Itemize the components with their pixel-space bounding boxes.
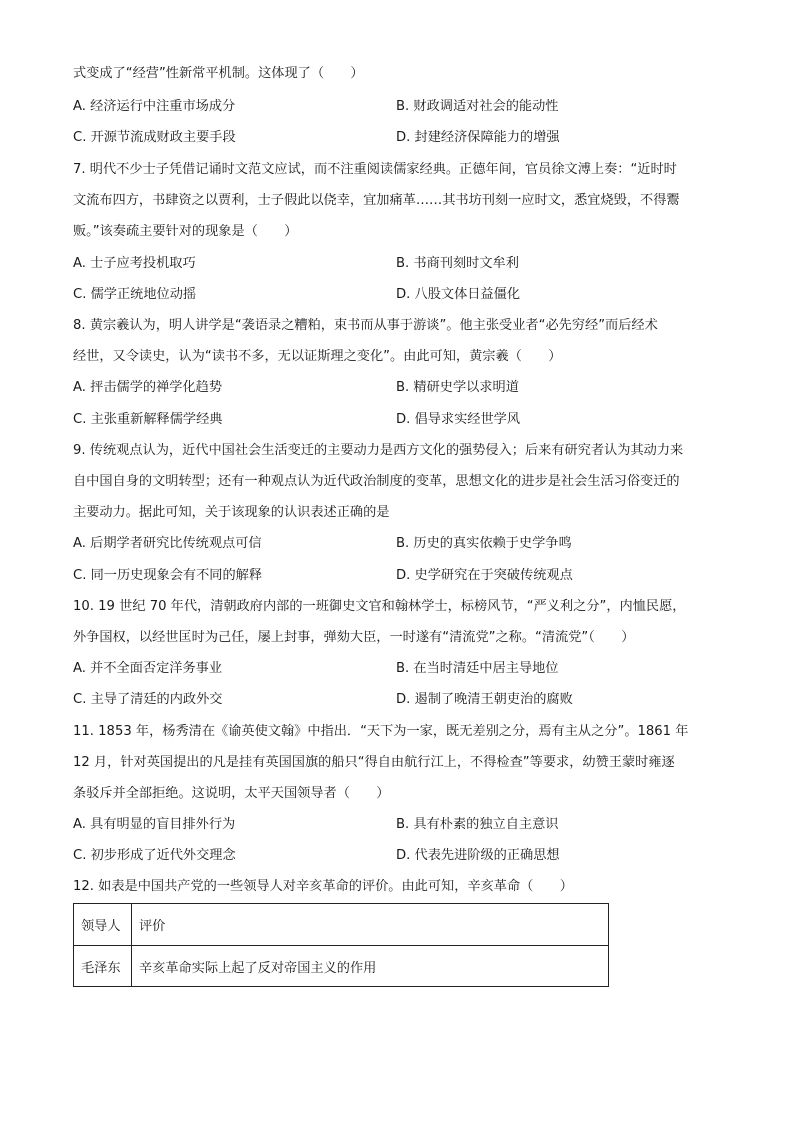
q6-stem: 式变成了“经营”性新常平机制。这体现了（ ） xyxy=(73,66,364,81)
q6-option-d: D. 封建经济保障能力的增强 xyxy=(396,130,560,145)
q9-option-b: B. 历史的真实依赖于史学争鸣 xyxy=(396,536,572,551)
q6-option-c: C. 开源节流成财政主要手段 xyxy=(73,130,236,145)
q11-option-a: A. 具有明显的盲目排外行为 xyxy=(73,817,236,832)
q10-option-a: A. 并不全面否定洋务事业 xyxy=(73,661,223,676)
table-row xyxy=(74,946,609,987)
q7-stem-line3: 贩。”该奏疏主要针对的现象是（ ） xyxy=(73,224,298,239)
q7-option-a: A. 士子应考投机取巧 xyxy=(73,256,196,271)
q10-stem-line1: 10. 19 世纪 70 年代，清朝政府内部的一班御史文官和翰林学士，标榜风节，“严义利之分”，内恤民愿， xyxy=(73,599,686,614)
q9-stem-line3: 主要动力。据此可知，关于该现象的认识表述正确的是 xyxy=(73,505,390,520)
q10-option-c: C. 主导了清廷的内政外交 xyxy=(73,692,223,707)
q11-stem-line3: 条驳斥并全部拒绝。这说明，太平天国领导者（ ） xyxy=(73,786,390,801)
q10-option-d: D. 遏制了晚清王朝吏治的腐败 xyxy=(396,692,573,707)
q6-option-b: B. 财政调适对社会的能动性 xyxy=(396,99,559,114)
q9-stem-line1: 9. 传统观点认为，近代中国社会生活变迁的主要动力是西方文化的强势侵入；后来有研究者认为其动力来 xyxy=(73,443,684,458)
q7-option-c: C. 儒学正统地位动摇 xyxy=(73,287,197,302)
q9-option-c: C. 同一历史现象会有不同的解释 xyxy=(73,568,263,583)
table-cell-evaluation: 辛亥革命实际上起了反对帝国主义的作用 xyxy=(132,946,609,987)
table-header-row xyxy=(74,904,609,946)
table-header-cell: 领导人 xyxy=(74,904,132,946)
table-cell-leader: 毛泽东 xyxy=(74,946,132,987)
q7-option-d: D. 八股文体日益僵化 xyxy=(396,287,521,302)
q7-option-b: B. 书商刊刻时文牟利 xyxy=(396,256,519,271)
q11-stem-line2: 12 月，针对英国提出的凡是挂有英国国旗的船只“得自由航行江上，不得检查”等要求，幼赞王蒙时雍逐 xyxy=(73,755,675,770)
table-header-cell: 评价 xyxy=(132,904,609,946)
q8-option-a: A. 抨击儒学的禅学化趋势 xyxy=(73,380,223,395)
q7-stem-line1: 7. 明代不少士子凭借记诵时文范文应试，而不注重阅读儒家经典。正德年间，官员徐文溥上奏：“近时时 xyxy=(73,162,677,177)
q8-option-b: B. 精研史学以求明道 xyxy=(396,380,519,395)
q10-stem-line2: 外争国权，以经世匡时为己任，屡上封事，弹劾大臣，一时遂有“清流党”之称。“清流党”（ ） xyxy=(73,630,635,645)
q8-option-c: C. 主张重新解释儒学经典 xyxy=(73,412,223,427)
q8-stem-line2: 经世，又令读史，认为“读书不多，无以证斯理之变化”。由此可知，黄宗羲（ ） xyxy=(73,349,562,364)
q9-option-a: A. 后期学者研究比传统观点可信 xyxy=(73,536,262,551)
q7-stem-line2: 文流布四方，书肆资之以贾利，士子假此以侥幸，宜加痛革……其书坊刊刻一应时文，悉宜烧毁，不得鬻 xyxy=(73,193,680,208)
q8-option-d: D. 倡导求实经世学风 xyxy=(396,412,521,427)
q6-option-a: A. 经济运行中注重市场成分 xyxy=(73,99,236,114)
q8-stem-line1: 8. 黄宗羲认为，明人讲学是“袭语录之糟粕，束书而从事于游谈”。他主张受业者“必先穷经”而后经术 xyxy=(73,318,658,333)
evaluation-table xyxy=(73,903,609,987)
q9-option-d: D. 史学研究在于突破传统观点 xyxy=(396,568,573,583)
q10-option-b: B. 在当时清廷中居主导地位 xyxy=(396,661,559,676)
q11-option-b: B. 具有朴素的独立自主意识 xyxy=(396,817,559,832)
q11-option-d: D. 代表先进阶级的正确思想 xyxy=(396,848,560,863)
q12-stem: 12. 如表是中国共产党的一些领导人对辛亥革命的评价。由此可知，辛亥革命（ ） xyxy=(73,879,573,894)
q9-stem-line2: 自中国自身的文明转型；还有一种观点认为近代政治制度的变革，思想文化的进步是社会生活习俗变迁的 xyxy=(73,474,680,489)
q11-option-c: C. 初步形成了近代外交理念 xyxy=(73,848,236,863)
q11-stem-line1: 11. 1853 年，杨秀清在《谕英使文翰》中指出．“天下为一家，既无差别之分，焉有主从之分”。1861 年 xyxy=(73,724,689,739)
